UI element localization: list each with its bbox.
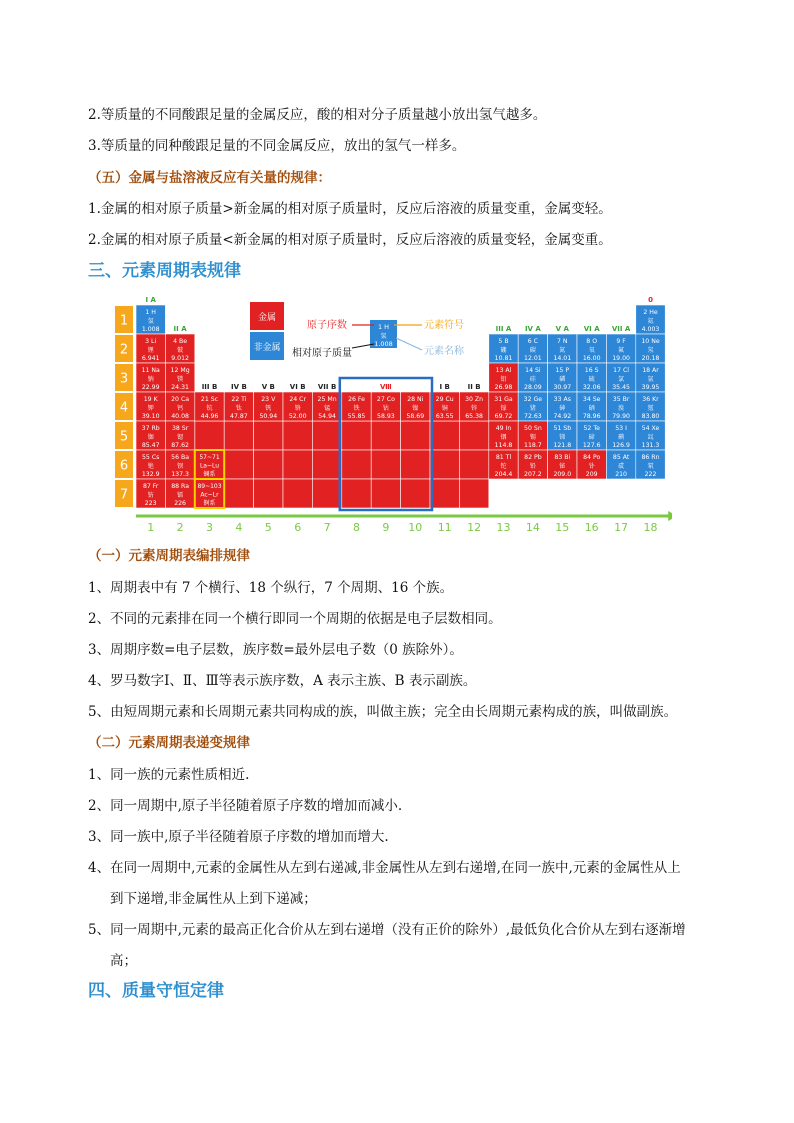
element-symbol: 19 K	[143, 396, 158, 403]
element-name: 氢	[147, 318, 154, 325]
element-symbol: 17 Cl	[613, 367, 630, 374]
element-symbol: 87 Fr	[142, 483, 159, 490]
series-label: 镧系	[203, 471, 216, 478]
element-mass: 16.00	[582, 355, 601, 362]
element-symbol: 22 Ti	[231, 396, 247, 403]
transition-cell	[401, 479, 430, 508]
element-mass: 14.01	[553, 355, 572, 362]
element-mass: 114.8	[494, 442, 513, 449]
element-name: 镓	[500, 405, 507, 412]
column-number: 2	[176, 521, 184, 534]
transition-cell	[312, 479, 341, 508]
element-symbol: 51 Sb	[553, 425, 572, 432]
element-mass: 87.62	[171, 442, 189, 449]
period-label: 2	[119, 342, 129, 358]
element-symbol: 81 Tl	[495, 454, 512, 461]
transition-cell	[459, 450, 488, 479]
element-symbol: 24 Cr	[289, 396, 307, 403]
element-mass: 52.00	[288, 413, 307, 420]
transition-cell	[459, 421, 488, 450]
legend-atomic-number: 原子序数	[307, 320, 347, 331]
rule-line: 5、由短周期元素和长周期元素共同构成的族，叫做主族；完全由长周期元素构成的族，叫做副族。	[88, 704, 678, 720]
subheading: （一）元素周期表编排规律	[88, 548, 250, 564]
transition-cell	[224, 479, 253, 508]
element-symbol: 12 Mg	[170, 367, 190, 374]
rule-line: 3、周期序数=电子层数，族序数=最外层电子数（0 族除外）。	[88, 642, 463, 658]
element-symbol: 27 Co	[376, 396, 395, 403]
group-label: II A	[173, 325, 187, 333]
transition-cell	[342, 421, 371, 450]
column-number: 18	[643, 521, 658, 534]
element-symbol: 33 As	[553, 396, 571, 403]
legend-pointer	[396, 338, 422, 350]
group-label: II B	[467, 383, 481, 391]
column-number: 4	[235, 521, 243, 534]
element-symbol: 54 Xe	[641, 425, 660, 432]
axis-arrowhead	[668, 511, 672, 521]
series-label: Ac~Lr	[200, 491, 219, 499]
element-mass: 24.31	[171, 384, 189, 391]
element-name: 磷	[559, 376, 566, 383]
column-number: 10	[408, 521, 423, 534]
element-name: 锗	[529, 405, 536, 412]
element-mass: 79.90	[612, 413, 630, 420]
element-mass: 69.72	[494, 413, 513, 420]
element-mass: 32.06	[582, 384, 601, 391]
group-label: Ⅷ	[380, 383, 392, 391]
legend-name: 元素名称	[424, 346, 464, 357]
element-mass: 19.00	[612, 355, 630, 362]
element-symbol: 6 C	[527, 338, 539, 345]
legend-sample-mass: 1.008	[374, 340, 393, 348]
element-symbol: 28 Ni	[407, 396, 424, 403]
element-mass: 132.9	[141, 471, 160, 478]
element-symbol: 5 B	[498, 338, 509, 345]
column-number: 1	[147, 521, 155, 534]
column-number: 16	[584, 521, 599, 534]
transition-cell	[371, 450, 400, 479]
element-name: 钡	[177, 463, 184, 470]
element-symbol: 88 Ra	[171, 483, 189, 490]
column-number: 17	[614, 521, 629, 534]
transition-cell	[430, 421, 459, 450]
element-name: 氯	[618, 376, 625, 383]
element-symbol: 14 Si	[525, 367, 541, 374]
element-symbol: 38 Sr	[171, 425, 189, 432]
rule-line: 到下递增,非金属性从上到下递减；	[110, 891, 317, 907]
transition-cell	[459, 479, 488, 508]
transition-cell	[371, 421, 400, 450]
element-name: 锑	[559, 434, 566, 441]
transition-cell	[224, 421, 253, 450]
rule-line: 5、同一周期中,元素的最高正化合价从左到右递增（没有正价的除外）,最低负化合价从左到右逐渐增	[88, 922, 686, 938]
rule-line: 2、同一周期中,原子半径随着原子序数的增加而减小.	[88, 798, 403, 814]
element-symbol: 20 Ca	[171, 396, 190, 403]
column-number: 7	[323, 521, 331, 534]
element-mass: 85.47	[141, 442, 160, 449]
text-line: 2.金属的相对原子质量<新金属的相对原子质量时，反应后溶液的质量变轻，金属变重。	[88, 232, 612, 248]
column-number: 5	[264, 521, 272, 534]
group-label: VII B	[317, 383, 337, 391]
element-mass: 58.93	[377, 413, 395, 420]
element-symbol: 85 At	[612, 454, 630, 461]
element-name: 镁	[177, 376, 184, 383]
transition-cell	[342, 450, 371, 479]
element-mass: 209.0	[553, 471, 572, 478]
element-symbol: 30 Zn	[465, 396, 484, 403]
element-name: 铁	[353, 405, 360, 412]
subheading: （五）金属与盐溶液反应有关量的规律：	[88, 170, 331, 186]
element-symbol: 11 Na	[141, 367, 160, 374]
periodic-table-figure	[112, 290, 672, 540]
group-label: III B	[201, 383, 218, 391]
element-mass: 1.008	[141, 326, 160, 333]
element-name: 硅	[529, 376, 536, 383]
element-symbol: 52 Te	[583, 425, 600, 432]
transition-cell	[283, 421, 312, 450]
element-symbol: 1 H	[145, 309, 156, 316]
transition-cell	[312, 421, 341, 450]
element-mass: 35.45	[612, 384, 630, 391]
element-name: 碳	[529, 347, 536, 354]
transition-cell	[342, 479, 371, 508]
period-label: 1	[119, 313, 129, 329]
element-mass: 20.18	[641, 355, 660, 362]
element-mass: 28.09	[524, 384, 542, 391]
transition-cell	[224, 450, 253, 479]
element-mass: 4.003	[641, 326, 660, 333]
element-mass: 126.9	[612, 442, 630, 449]
element-symbol: 29 Cu	[435, 396, 454, 403]
period-label: 3	[119, 371, 129, 387]
element-mass: 55.85	[347, 413, 366, 420]
element-mass: 72.63	[524, 413, 542, 420]
element-symbol: 10 Ne	[641, 338, 660, 345]
element-mass: 63.55	[435, 413, 454, 420]
element-symbol: 8 O	[586, 338, 598, 345]
element-mass: 137.3	[171, 471, 189, 478]
column-number: 11	[437, 521, 452, 534]
element-symbol: 21 Sc	[200, 396, 219, 403]
element-name: 铬	[294, 405, 301, 412]
element-name: 氪	[647, 405, 654, 412]
element-mass: 74.92	[553, 413, 572, 420]
element-name: 氖	[647, 347, 654, 354]
element-name: 氟	[618, 347, 625, 354]
element-symbol: 18 Ar	[642, 367, 659, 374]
period-label: 4	[119, 400, 129, 416]
element-name: 铝	[500, 376, 507, 383]
element-symbol: 56 Ba	[171, 454, 190, 461]
column-number: 13	[496, 521, 511, 534]
element-name: 铷	[147, 434, 154, 441]
element-mass: 65.38	[465, 413, 483, 420]
element-symbol: 15 P	[555, 367, 570, 374]
element-name: 铋	[559, 463, 566, 470]
element-symbol: 26 Fe	[348, 396, 365, 403]
element-mass: 47.87	[230, 413, 248, 420]
element-symbol: 82 Pb	[524, 454, 542, 461]
element-mass: 223	[144, 500, 157, 507]
group-label: VII A	[611, 325, 631, 333]
column-number: 14	[525, 521, 540, 534]
element-symbol: 83 Bi	[554, 454, 571, 461]
group-label: III A	[495, 325, 512, 333]
element-mass: 226	[174, 500, 187, 507]
element-mass: 58.69	[406, 413, 425, 420]
element-symbol: 3 Li	[145, 338, 157, 345]
period-label: 7	[119, 487, 129, 503]
element-name: 铜	[441, 405, 448, 412]
element-mass: 118.7	[524, 442, 542, 449]
element-symbol: 32 Ge	[523, 396, 543, 403]
element-symbol: 53 I	[615, 425, 627, 432]
group-label: V B	[261, 383, 275, 391]
legend-sample-name: 氢	[380, 333, 387, 340]
element-symbol: 23 V	[261, 396, 276, 403]
transition-cell	[254, 450, 283, 479]
element-name: 钠	[147, 376, 154, 383]
element-name: 铊	[500, 463, 507, 470]
element-mass: 30.97	[553, 384, 572, 391]
group-label: I B	[439, 383, 450, 391]
element-name: 铍	[177, 347, 184, 354]
element-name: 硫	[588, 376, 595, 383]
element-name: 氩	[647, 376, 654, 383]
element-name: 钪	[206, 405, 213, 412]
element-name: 氡	[647, 463, 654, 470]
column-number: 12	[467, 521, 482, 534]
element-name: 钛	[235, 405, 242, 412]
element-symbol: 9 F	[616, 338, 626, 345]
rule-line: 1、同一族的元素性质相近.	[88, 767, 250, 783]
section-heading: 四、质量守恒定律	[88, 981, 224, 1001]
group-label: IV B	[231, 383, 247, 391]
element-symbol: 84 Po	[583, 454, 601, 461]
element-name: 砷	[559, 405, 566, 412]
column-number: 9	[382, 521, 390, 534]
element-symbol: 36 Kr	[642, 396, 659, 403]
rule-line: 高；	[110, 953, 137, 969]
transition-cell	[254, 479, 283, 508]
legend-mass: 相对原子质量	[292, 348, 352, 359]
group-label: I A	[145, 296, 156, 304]
element-name: 锡	[529, 434, 536, 441]
element-name: 溴	[618, 405, 625, 412]
element-symbol: 35 Br	[612, 396, 630, 403]
rule-line: 4、在同一周期中,元素的金属性从左到右递减,非金属性从左到右递增,在同一族中,元素的金属性从上	[88, 860, 681, 876]
element-mass: 210	[615, 471, 628, 478]
transition-cell	[371, 479, 400, 508]
transition-cell	[195, 421, 224, 450]
transition-cell	[283, 479, 312, 508]
element-mass: 78.96	[582, 413, 601, 420]
text-line: 3.等质量的同种酸跟足量的不同金属反应，放出的氢气一样多。	[88, 138, 466, 154]
element-mass: 9.012	[171, 355, 189, 362]
element-name: 钾	[147, 405, 154, 412]
element-mass: 54.94	[318, 413, 336, 420]
subheading: （二）元素周期表递变规律	[88, 735, 250, 751]
element-name: 铟	[500, 434, 507, 441]
element-name: 钴	[382, 405, 389, 412]
element-mass: 39.10	[141, 413, 160, 420]
element-symbol: 50 Sn	[524, 425, 542, 432]
column-number: 15	[555, 521, 570, 534]
transition-cell	[430, 479, 459, 508]
text-line: 2.等质量的不同酸跟足量的金属反应，酸的相对分子质量越小放出氢气越多。	[88, 107, 547, 123]
element-name: 氧	[588, 347, 595, 354]
transition-cell	[312, 450, 341, 479]
element-name: 碘	[618, 434, 625, 441]
transition-cell	[254, 421, 283, 450]
element-symbol: 16 S	[584, 367, 599, 374]
element-symbol: 55 Cs	[142, 454, 160, 461]
element-name: 氦	[647, 318, 654, 325]
element-symbol: 49 In	[495, 425, 512, 432]
transition-cell	[401, 421, 430, 450]
period-label: 6	[119, 458, 129, 474]
element-symbol: 4 Be	[173, 338, 188, 345]
period-label: 5	[119, 429, 129, 445]
element-symbol: 2 He	[643, 309, 658, 316]
element-mass: 83.80	[641, 413, 660, 420]
element-name: 硒	[588, 405, 595, 412]
element-mass: 204.4	[494, 471, 513, 478]
element-name: 锌	[471, 405, 478, 412]
rule-line: 3、同一族中,原子半径随着原子序数的增加而增大.	[88, 829, 389, 845]
element-symbol: 13 Al	[495, 367, 512, 374]
legend-sample-symbol: 1 H	[377, 323, 390, 331]
column-number: 8	[353, 521, 360, 534]
element-name: 碲	[588, 434, 595, 441]
element-mass: 44.96	[200, 413, 219, 420]
element-mass: 26.98	[494, 384, 513, 391]
element-mass: 10.81	[494, 355, 513, 362]
rule-line: 2、不同的元素排在同一个横行即同一个周期的依据是电子层数相同。	[88, 611, 502, 627]
element-mass: 121.8	[553, 442, 572, 449]
transition-cell	[401, 450, 430, 479]
element-mass: 207.2	[524, 471, 542, 478]
element-name: 硼	[500, 347, 507, 354]
element-mass: 222	[644, 471, 657, 478]
element-mass: 39.95	[641, 384, 660, 391]
series-label: 89~103	[197, 483, 222, 490]
group-label: VI A	[583, 325, 600, 333]
rule-line: 4、罗马数字Ⅰ、Ⅱ、Ⅲ等表示族序数，A 表示主族、B 表示副族。	[88, 673, 477, 689]
element-mass: 6.941	[141, 355, 160, 362]
element-name: 钙	[177, 405, 184, 412]
element-name: 锂	[147, 347, 154, 354]
element-symbol: 25 Mn	[317, 396, 337, 403]
element-name: 镍	[412, 405, 419, 412]
element-mass: 131.3	[641, 442, 660, 449]
element-name: 砹	[618, 463, 625, 470]
element-mass: 209	[585, 471, 598, 478]
element-name: 钫	[147, 492, 154, 499]
column-number: 3	[206, 521, 213, 534]
group-label: VI B	[289, 383, 306, 391]
series-label: La~Lu	[199, 462, 220, 470]
transition-cell	[430, 450, 459, 479]
element-name: 钒	[265, 405, 272, 412]
element-mass: 22.99	[141, 384, 160, 391]
group-label: IV A	[524, 325, 541, 333]
group-label: 0	[648, 296, 653, 304]
element-name: 锰	[324, 405, 331, 412]
element-name: 锶	[177, 434, 184, 441]
transition-cell	[283, 450, 312, 479]
element-mass: 127.6	[582, 442, 601, 449]
element-mass: 40.08	[171, 413, 189, 420]
element-symbol: 34 Se	[582, 396, 601, 403]
element-name: 铅	[529, 463, 536, 470]
series-label: 57~71	[199, 454, 220, 461]
section-heading: 三、元素周期表规律	[88, 261, 241, 281]
element-name: 氙	[647, 434, 654, 441]
legend-metal: 金属	[257, 313, 277, 323]
series-label: 锕系	[203, 500, 216, 507]
element-name: 镭	[177, 492, 184, 499]
element-symbol: 31 Ga	[494, 396, 513, 403]
element-name: 钋	[588, 463, 595, 470]
element-mass: 12.01	[524, 355, 542, 362]
element-symbol: 7 N	[557, 338, 568, 345]
element-mass: 50.94	[259, 413, 278, 420]
element-name: 氮	[559, 347, 566, 354]
legend-symbol: 元素符号	[424, 320, 464, 331]
text-line: 1.金属的相对原子质量>新金属的相对原子质量时，反应后溶液的质量变重，金属变轻。	[88, 201, 612, 217]
element-symbol: 37 Rb	[141, 425, 160, 432]
column-number: 6	[294, 521, 302, 534]
group-label: V A	[555, 325, 569, 333]
legend-nonmetal: 非金属	[253, 343, 281, 353]
element-name: 铯	[147, 463, 154, 470]
element-symbol: 86 Rn	[641, 454, 660, 461]
rule-line: 1、周期表中有 7 个横行、18 个纵行，7 个周期、16 个族。	[88, 580, 454, 596]
